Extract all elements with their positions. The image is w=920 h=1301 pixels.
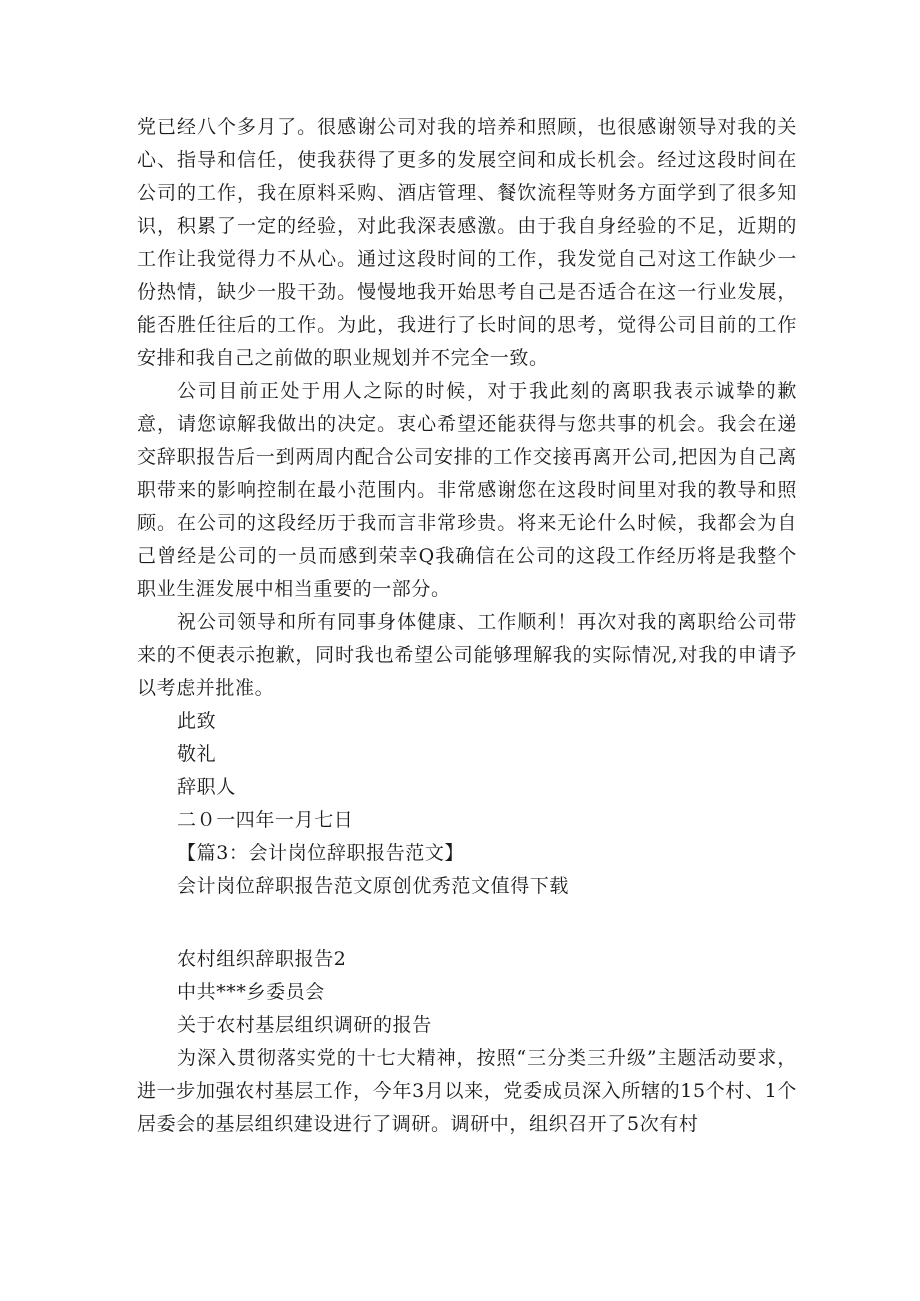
letter-date: 二０一四年一月七日 xyxy=(177,809,354,831)
organization-name: 中共***乡委员会 xyxy=(177,981,325,1003)
paragraph-4: 为深入贯彻落实党的十七大精神，按照“三分类三升级”主题活动要求，进一步加强农村基层工作，今年3月以来，党委成员深入所辖的15个村、1个居委会的基层组织建设进行了调研。调研中，组织召开了5次有村 xyxy=(137,1047,797,1135)
paragraph-3: 祝公司领导和所有同事身体健康、工作顺利！再次对我的离职给公司带来的不便表示抱歉，同时我也希望公司能够理解我的实际情况,对我的申请予以考虑并批准。 xyxy=(137,611,797,699)
closing-regards: 敬礼 xyxy=(177,743,217,765)
spacer xyxy=(137,903,797,943)
paragraph-2: 公司目前正处于用人之际的时候，对于我此刻的离职我表示诚挚的歉意，请您谅解我做出的决定。衷心希望还能获得与您共事的机会。我会在递交辞职报告后一到两周内配合公司安排的工作交接再离开公司,把因为自己离职带来的影响控制在最小范围内。非常感谢您在这段时间里对我的教导和照顾。在公司的这段经历于我而言非常珍贵。将来无论什么时候，我都会为自己曾经是公司的一员而感到荣幸Q我确信在公司的这段工作经历将是我整个职业生涯发展中相当重要的一部分。 xyxy=(137,380,797,600)
signer-label: 辞职人 xyxy=(177,776,236,798)
section-subtitle: 会计岗位辞职报告范文原创优秀范文值得下载 xyxy=(177,875,570,897)
section-heading: 【篇3：会计岗位辞职报告范文】 xyxy=(177,842,465,864)
report-subject: 关于农村基层组织调研的报告 xyxy=(177,1014,432,1036)
document-body xyxy=(137,111,797,1141)
closing-salutation: 此致 xyxy=(177,710,217,732)
paragraph-1: 党已经八个多月了。很感谢公司对我的培养和照顾，也很感谢领导对我的关心、指导和信任，使我获得了更多的发展空间和成长机会。经过这段时间在公司的工作，我在原料采购、酒店管理、餐饮流程等财务方面学到了很多知识，积累了一定的经验，对此我深表感激。由于我自身经验的不足，近期的工作让我觉得力不从心。通过这段时间的工作，我发觉自己对这工作缺少一份热情，缺少一股干劲。慢慢地我开始思考自己是否适合在这一行业发展，能否胜任往后的工作。为此，我进行了长时间的思考，觉得公司目前的工作安排和我自己之前做的职业规划并不完全一致。 xyxy=(137,116,797,369)
report-title: 农村组织辞职报告2 xyxy=(177,948,347,970)
